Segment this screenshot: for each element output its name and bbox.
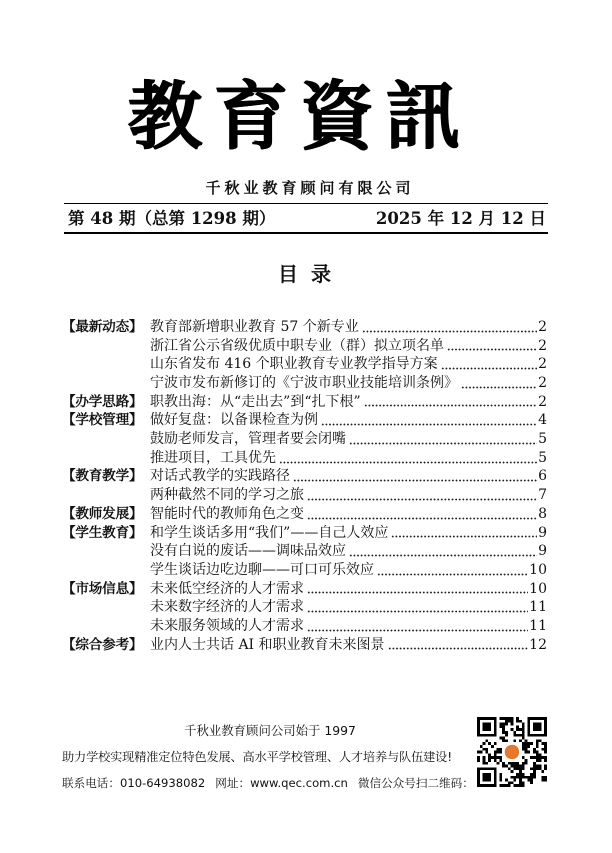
toc-entry — [62, 524, 547, 543]
toc-leader-dots — [279, 461, 537, 464]
toc-entry — [62, 355, 547, 374]
toc-page-number: 4 — [538, 412, 547, 429]
toc-entry — [62, 374, 547, 393]
toc-entry-title: 未来数字经济的人才需求 — [150, 599, 304, 616]
toc-category: 【办学思路】 — [62, 393, 143, 410]
toc-entry — [62, 617, 547, 636]
toc-entry — [62, 486, 547, 505]
toc-page-number: 5 — [538, 449, 547, 466]
toc-entry-title: 未来低空经济的人才需求 — [150, 580, 304, 597]
toc-entry — [62, 449, 547, 468]
contact-website: 网址：www.qec.com.cn — [215, 776, 348, 790]
toc-category: 【学生教育】 — [62, 524, 143, 541]
toc-entry-title: 未来服务领域的人才需求 — [150, 617, 304, 634]
contact-phone: 联系电话：010-64938082 — [62, 776, 206, 790]
toc-entry — [62, 468, 547, 487]
toc-category: 【教师发展】 — [62, 505, 143, 522]
toc-entry-title: 对话式教学的实践路径 — [150, 468, 290, 485]
toc-page-number: 2 — [538, 337, 547, 354]
toc-entry-title: 做好复盘：以备课检查为例 — [150, 412, 318, 429]
toc-leader-dots — [362, 330, 537, 333]
toc-entry-title: 宁波市发布新修订的《宁波市职业技能培训条例》 — [150, 375, 458, 392]
toc-entry — [62, 598, 547, 617]
toc-category: 【学校管理】 — [62, 412, 143, 429]
toc-entry-title: 业内人士共话 AI 和职业教育未来图景 — [150, 636, 385, 653]
toc-entry-title: 两种截然不同的学习之旅 — [150, 487, 304, 504]
company-slogan: 助力学校实现精准定位特色发展、高水平学校管理、人才培养与队伍建设! — [62, 750, 452, 764]
toc-page-number: 11 — [529, 599, 547, 616]
toc-leader-dots — [293, 479, 537, 482]
toc-page-number: 2 — [538, 393, 547, 410]
toc-category: 【教育教学】 — [62, 468, 143, 485]
toc-leader-dots — [349, 442, 537, 445]
toc-leader-dots — [321, 423, 537, 426]
toc-entry — [62, 580, 547, 599]
toc-entry-title: 浙江省公示省级优质中职专业（群）拟立项名单 — [150, 337, 444, 354]
publisher-name: 千秋业教育顾问有限公司 — [205, 179, 415, 197]
masthead-divider-top — [64, 203, 548, 204]
table-of-contents — [62, 318, 547, 654]
issue-number: 第 48 期（总第 1298 期） — [68, 209, 276, 228]
toc-leader-dots — [307, 610, 528, 613]
toc-category: 【最新动态】 — [62, 318, 143, 335]
toc-entry — [62, 318, 547, 337]
toc-page-number: 9 — [538, 524, 547, 541]
toc-entry — [62, 542, 547, 561]
issue-date: 2025 年 12 月 12 日 — [375, 209, 546, 228]
toc-entry-title: 学生谈话边吃边聊——可口可乐效应 — [150, 561, 374, 578]
toc-entry-title: 山东省发布 416 个职业教育专业教学指导方案 — [150, 356, 438, 373]
toc-entry — [62, 505, 547, 524]
company-founded-note: 千秋业教育顾问公司始于 1997 — [184, 723, 356, 738]
toc-heading: 目 录 — [278, 262, 334, 286]
toc-page-number: 2 — [538, 375, 547, 392]
toc-leader-dots — [377, 573, 528, 576]
toc-page-number: 6 — [538, 468, 547, 485]
masthead-divider-bottom — [64, 232, 548, 234]
toc-leader-dots — [391, 535, 537, 538]
issue-line — [68, 208, 546, 230]
toc-entry — [62, 561, 547, 580]
toc-entry-title: 鼓励老师发言，管理者要会闭嘴 — [150, 431, 346, 448]
toc-leader-dots — [461, 386, 537, 389]
newsletter-title: 教育資訊 — [128, 74, 472, 160]
toc-page-number: 12 — [529, 636, 547, 653]
contact-wechat-label: 微信公众号扫二维码： — [357, 776, 474, 790]
toc-page-number: 5 — [538, 431, 547, 448]
toc-entry-title: 和学生谈话多用“我们”——自己人效应 — [150, 524, 389, 541]
wechat-qr-code-icon — [477, 717, 547, 787]
toc-page-number: 2 — [538, 356, 547, 373]
toc-leader-dots — [307, 517, 537, 520]
qr-center-logo — [505, 745, 520, 760]
toc-page-number: 7 — [538, 487, 547, 504]
toc-page-number: 11 — [529, 617, 547, 634]
toc-leader-dots — [307, 498, 537, 501]
toc-page-number: 10 — [529, 561, 547, 578]
toc-leader-dots — [441, 367, 537, 370]
toc-entry-title: 智能时代的教师角色之变 — [150, 505, 304, 522]
toc-page-number: 8 — [538, 505, 547, 522]
toc-leader-dots — [364, 404, 537, 407]
toc-entry-title: 没有白说的废话——调味品效应 — [150, 543, 346, 560]
toc-category: 【市场信息】 — [62, 580, 143, 597]
toc-leader-dots — [349, 554, 537, 557]
toc-entry — [62, 337, 547, 356]
toc-entry — [62, 636, 547, 655]
toc-page-number: 9 — [538, 543, 547, 560]
toc-entry-title: 教育部新增职业教育 57 个新专业 — [150, 318, 359, 335]
toc-leader-dots — [307, 629, 528, 632]
contact-line — [62, 774, 474, 792]
toc-entry-title: 职教出海：从“走出去”到“扎下根” — [150, 393, 361, 410]
toc-entry — [62, 430, 547, 449]
toc-leader-dots — [447, 348, 537, 351]
toc-category: 【综合参考】 — [62, 636, 143, 653]
toc-entry — [62, 411, 547, 430]
toc-leader-dots — [307, 591, 528, 594]
toc-entry-title: 推进项目，工具优先 — [150, 449, 276, 466]
toc-page-number: 10 — [529, 580, 547, 597]
toc-leader-dots — [388, 647, 529, 650]
toc-entry — [62, 393, 547, 412]
toc-page-number: 2 — [538, 318, 547, 335]
